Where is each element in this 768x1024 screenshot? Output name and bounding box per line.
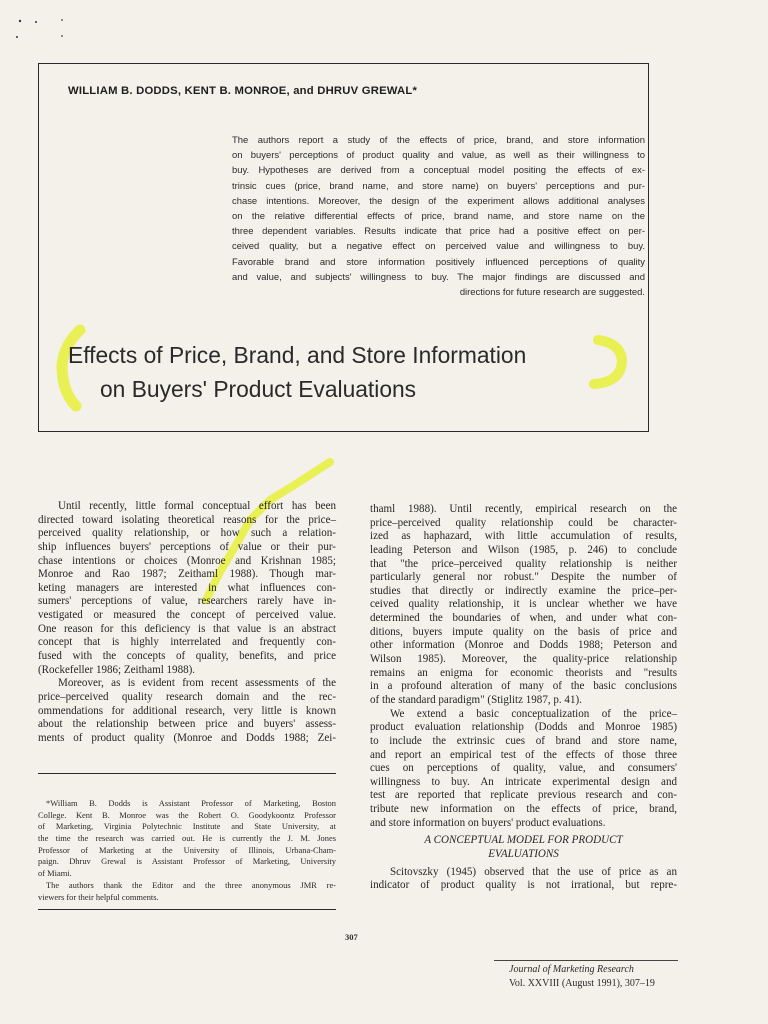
body-text-line: ceived quality relationship, it is unclear whether we have — [370, 598, 677, 611]
body-text-line: leading Peterson and Wilson (1985, p. 246) to conclude — [370, 543, 677, 556]
body-text-line: chase intentions or choices (Monroe and Krishnan 1985; — [38, 554, 336, 567]
abstract-line: Favorable brand and store information positively influenced perceptions of quality — [232, 256, 645, 268]
author-line: WILLIAM B. DODDS, KENT B. MONROE, and DHRUV GREWAL* — [68, 85, 418, 97]
body-text-line: We extend a basic conceptualization of the price– — [390, 707, 677, 720]
body-text-line: test are reported that replicate previous research and con- — [370, 789, 677, 802]
body-text-line: ditions, buyers impute quality on the basis of price and — [370, 625, 677, 638]
body-text-line: One reason for this deficiency is that value is an abstract — [38, 622, 336, 635]
body-text-line: Wilson 1985). Moreover, the quality-price relationship — [370, 653, 677, 666]
body-text-line: ommendations for additional research, very little is known — [38, 704, 336, 717]
journal-name: Journal of Marketing Research — [509, 964, 634, 975]
body-text-line: and report an empirical test of the effects of those three — [370, 748, 677, 761]
footnote-rule-top — [38, 773, 336, 774]
journal-rule — [494, 960, 678, 961]
footnote-line: Professor of Marketing at the University of Illinois, Urbana-Cham- — [38, 844, 336, 855]
body-text-line: price–perceived quality relationship could be character- — [370, 516, 677, 529]
author-footnote — [38, 798, 336, 903]
abstract-line: directions for future research are suggested. — [459, 286, 645, 298]
body-text-line: to include the extrinsic cues of brand and store name, — [370, 734, 677, 747]
body-column-right — [370, 503, 677, 893]
abstract-line: three dependent variables. Results indicate that price had a positive effect on per- — [232, 226, 645, 238]
body-text-line: price–perceived quality research domain and the rec- — [38, 690, 336, 703]
body-text-line: remains an enigma for economic theorists and "results — [370, 666, 677, 679]
body-text-line: cues on perceptions of quality, value, and consumers' — [370, 762, 677, 775]
body-text-line: and store information on buyers' product evaluations. — [370, 816, 606, 829]
body-text-line: perceived quality relationship, or how such a relation- — [38, 527, 336, 540]
body-text-line: thaml 1988). Until recently, empirical research on the — [370, 503, 677, 515]
body-text-line: Monroe and Rao 1987; Zeithaml 1988). Though mar- — [38, 568, 336, 581]
body-text-line: ized as haphazard, with little accumulation of results, — [370, 530, 677, 543]
body-text-line: Scitovszky (1945) observed that the use of price as an — [390, 865, 677, 878]
abstract — [232, 133, 645, 300]
body-text-line: fused with the concepts of quality, benefits, and price — [38, 650, 336, 663]
body-text-line: sumers' perceptions of value, researchers rarely have in- — [38, 595, 336, 608]
footnote-line: of Miami. — [38, 868, 72, 879]
body-text-line: in a profound alteration of many of the basic conclusions — [370, 680, 677, 693]
abstract-line: trinsic cues (price, brand name, and store name) on buyers' perceptions and pur- — [232, 180, 645, 192]
body-text-line: ship influences buyers' perceptions of value or their pur- — [38, 540, 336, 553]
abstract-line: The authors report a study of the effects of price, brand, and store information — [232, 135, 645, 146]
body-text-line: about the relationship between price and buyers' assess- — [38, 718, 336, 731]
body-text-line: particularly general nor robust." Despite the number of — [370, 571, 677, 584]
section-heading-line: A CONCEPTUAL MODEL FOR PRODUCT — [424, 834, 623, 847]
footnote-line: paign. Dhruv Grewal is Assistant Professor of Marketing, University — [38, 856, 336, 867]
footnote-line: College. Kent B. Monroe was the Robert O. Goodykoontz Professor — [38, 809, 336, 820]
abstract-line: on the relative differential effects of price, brand name, and store name on the — [232, 210, 645, 222]
journal-volume: Vol. XXVIII (August 1991), 307–19 — [509, 978, 655, 989]
body-column-left — [38, 500, 336, 746]
footnote-rule-bottom — [38, 909, 336, 910]
body-text-line: keting managers are interested in what influences con- — [38, 581, 336, 594]
body-text-line: willingness to buy. An intricate experimental design and — [370, 775, 677, 788]
body-text-line: that "the price–perceived quality relationship is neither — [370, 557, 677, 570]
body-text-line: other information (Monroe and Dodds 1988; Peterson and — [370, 639, 677, 652]
title-line-1: Effects of Price, Brand, and Store Information — [68, 342, 527, 368]
abstract-line: buy. Hypotheses are derived from a conceptual model positing the effects of ex- — [232, 165, 645, 177]
body-text-line: Until recently, little formal conceptual effort has been — [58, 500, 336, 512]
abstract-line: chase intentions. Moreover, the design of the experiment allows additional analyses — [232, 195, 645, 207]
article-title — [68, 338, 526, 406]
section-heading-line: EVALUATIONS — [488, 848, 559, 861]
abstract-line: ceived quality, but a negative effect on perceived value and willingness to buy. — [232, 241, 645, 253]
scan-specks — [0, 0, 768, 60]
title-line-2: on Buyers' Product Evaluations — [100, 376, 417, 402]
body-text-line: studies that directly or indirectly examine the price–per- — [370, 584, 677, 597]
body-text-line: determined the boundaries of when, and under what con- — [370, 612, 677, 625]
body-text-line: (Rockefeller 1986; Zeithaml 1988). — [38, 663, 196, 676]
body-text-line: Moreover, as is evident from recent assessments of the — [58, 677, 336, 690]
body-text-line: indicator of product quality is not irrational, but repre- — [370, 879, 677, 892]
body-text-line: vestigated or measured the concept of perceived value. — [38, 609, 336, 622]
body-text-line: of the standard paradigm" (Stiglitz 1987, p. 41). — [370, 693, 582, 706]
page-number: 307 — [345, 932, 358, 942]
body-text-line: concept that is highly interrelated and frequently con- — [38, 636, 336, 649]
body-text-line: tribute new information on the effects of price, brand, — [370, 803, 677, 816]
footnote-line: of Marketing, Virginia Polytechnic Institute and State University, at — [38, 821, 336, 832]
body-text-line: directed toward isolating theoretical reasons for the price– — [38, 513, 336, 526]
abstract-line: on buyers' perceptions of product quality and value, as well as their willingness to — [232, 150, 645, 162]
footnote-line: viewers for their helpful comments. — [38, 891, 159, 902]
body-text-line: product evaluation relationship (Dodds and Monroe 1985) — [370, 721, 677, 734]
body-text-line: ments of product quality (Monroe and Dodds 1988; Zei- — [38, 731, 336, 744]
footnote-line: The authors thank the Editor and the three anonymous JMR re- — [46, 879, 336, 890]
footnote-line: *William B. Dodds is Assistant Professor of Marketing, Boston — [46, 798, 336, 808]
footnote-line: the time the research was carried out. He is currently the J. M. Jones — [38, 833, 336, 844]
abstract-line: and value, and subjects' willingness to buy. The major findings are discussed and — [232, 271, 645, 283]
